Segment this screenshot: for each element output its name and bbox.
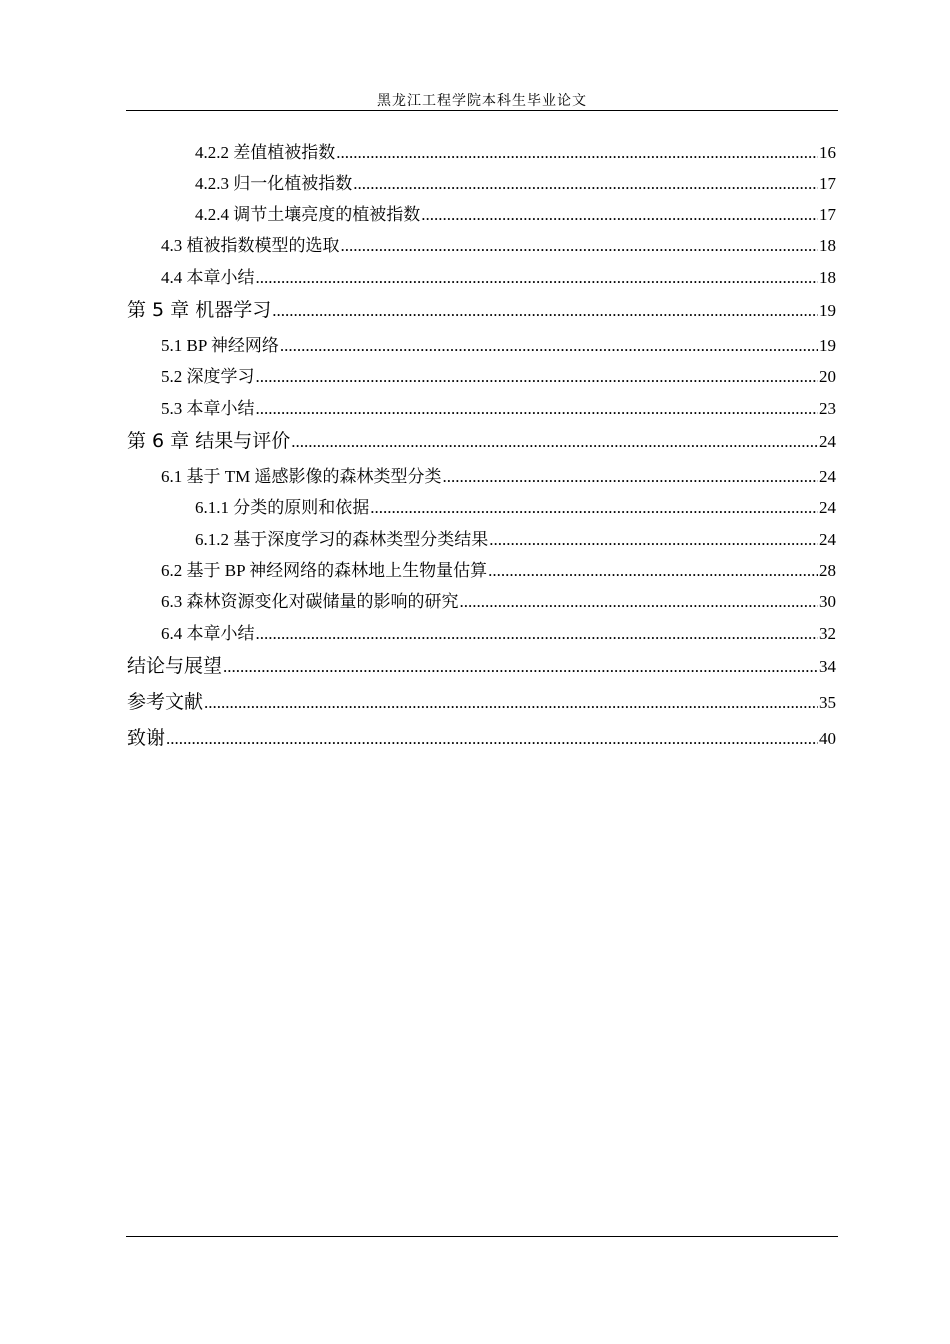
toc-entry-6-2[interactable] [161, 556, 836, 581]
toc-entry-label: 第 5 章 机器学习 [127, 299, 272, 321]
footer-divider [126, 1236, 838, 1237]
toc-page-number: 35 [819, 693, 836, 712]
toc-page-number: 30 [819, 592, 836, 611]
toc-entry-label: 4.3 植被指数模型的选取 [161, 236, 340, 255]
dot-leader [256, 399, 819, 419]
toc-page-number: 24 [819, 432, 836, 451]
dot-leader [256, 367, 819, 387]
toc-entry-4-2-4[interactable] [195, 200, 836, 225]
toc-page-number: 24 [819, 530, 836, 549]
toc-entry-conclusion[interactable] [127, 651, 836, 678]
toc-page-number: 23 [819, 399, 836, 418]
toc-entry-label: 致谢 [127, 727, 166, 749]
toc-page-number: 17 [819, 205, 836, 224]
toc-entry-label: 结论与展望 [127, 655, 223, 677]
toc-entry-6-1[interactable] [161, 462, 836, 487]
toc-entry-label: 5.1 BP 神经网络 [161, 336, 279, 355]
toc-entry-label: 6.4 本章小结 [161, 624, 255, 643]
toc-page-number: 16 [819, 143, 836, 162]
toc-entry-label: 参考文献 [127, 691, 204, 713]
dot-leader [421, 205, 818, 225]
toc-page-number: 40 [819, 729, 836, 748]
dot-leader [443, 467, 819, 487]
toc-entry-label: 4.4 本章小结 [161, 268, 255, 287]
page-header: 黑龙江工程学院本科生毕业论文 [377, 93, 587, 109]
dot-leader [336, 143, 818, 163]
toc-entry-4-2-3[interactable] [195, 169, 836, 194]
toc-page-number: 20 [819, 367, 836, 386]
toc-entry-4-4[interactable] [161, 263, 836, 288]
toc-entry-references[interactable] [127, 687, 836, 714]
toc-entry-6-1-1[interactable] [195, 493, 836, 518]
toc-entry-label: 4.2.2 差值植被指数 [195, 143, 336, 162]
dot-leader [341, 236, 819, 256]
toc-page-number: 19 [819, 336, 836, 355]
toc-page-number: 28 [819, 561, 836, 580]
toc-entry-label: 6.3 森林资源变化对碳储量的影响的研究 [161, 592, 459, 611]
toc-entry-5-3[interactable] [161, 394, 836, 419]
toc-page-number: 17 [819, 174, 836, 193]
dot-leader [204, 693, 818, 713]
dot-leader [223, 657, 818, 677]
dot-leader [460, 592, 819, 612]
dot-leader [353, 174, 818, 194]
dot-leader [166, 729, 818, 749]
toc-entry-5-2[interactable] [161, 362, 836, 387]
toc-entry-5-1[interactable] [161, 331, 836, 356]
toc-page-number: 18 [819, 236, 836, 255]
toc-entry-chapter-5[interactable] [127, 295, 836, 322]
toc-entry-label: 6.1.1 分类的原则和依据 [195, 498, 370, 517]
dot-leader [489, 530, 818, 550]
dot-leader [256, 624, 819, 644]
toc-entry-4-3[interactable] [161, 231, 836, 256]
toc-entry-6-1-2[interactable] [195, 525, 836, 550]
dot-leader [291, 432, 818, 452]
toc-entry-chapter-6[interactable] [127, 426, 836, 453]
toc-entry-label: 5.3 本章小结 [161, 399, 255, 418]
toc-entry-label: 第 6 章 结果与评价 [127, 430, 291, 452]
toc-page-number: 24 [819, 498, 836, 517]
dot-leader [272, 301, 818, 321]
toc-entry-label: 6.1.2 基于深度学习的森林类型分类结果 [195, 530, 489, 549]
toc-entry-6-4[interactable] [161, 619, 836, 644]
dot-leader [256, 268, 819, 288]
toc-entry-label: 6.1 基于 TM 遥感影像的森林类型分类 [161, 467, 442, 486]
dot-leader [488, 561, 818, 581]
toc-page-number: 19 [819, 301, 836, 320]
dot-leader [370, 498, 818, 518]
toc-page-number: 18 [819, 268, 836, 287]
toc-page-number: 24 [819, 467, 836, 486]
toc-entry-label: 4.2.4 调节土壤亮度的植被指数 [195, 205, 421, 224]
toc-entry-label: 5.2 深度学习 [161, 367, 255, 386]
toc-entry-4-2-2[interactable] [195, 138, 836, 163]
dot-leader [280, 336, 818, 356]
toc-entry-label: 4.2.3 归一化植被指数 [195, 174, 353, 193]
toc-entry-label: 6.2 基于 BP 神经网络的森林地上生物量估算 [161, 561, 488, 580]
toc-page-number: 34 [819, 657, 836, 676]
toc-entry-6-3[interactable] [161, 587, 836, 612]
toc-page-number: 32 [819, 624, 836, 643]
toc-entry-acknowledgements[interactable] [127, 723, 836, 750]
